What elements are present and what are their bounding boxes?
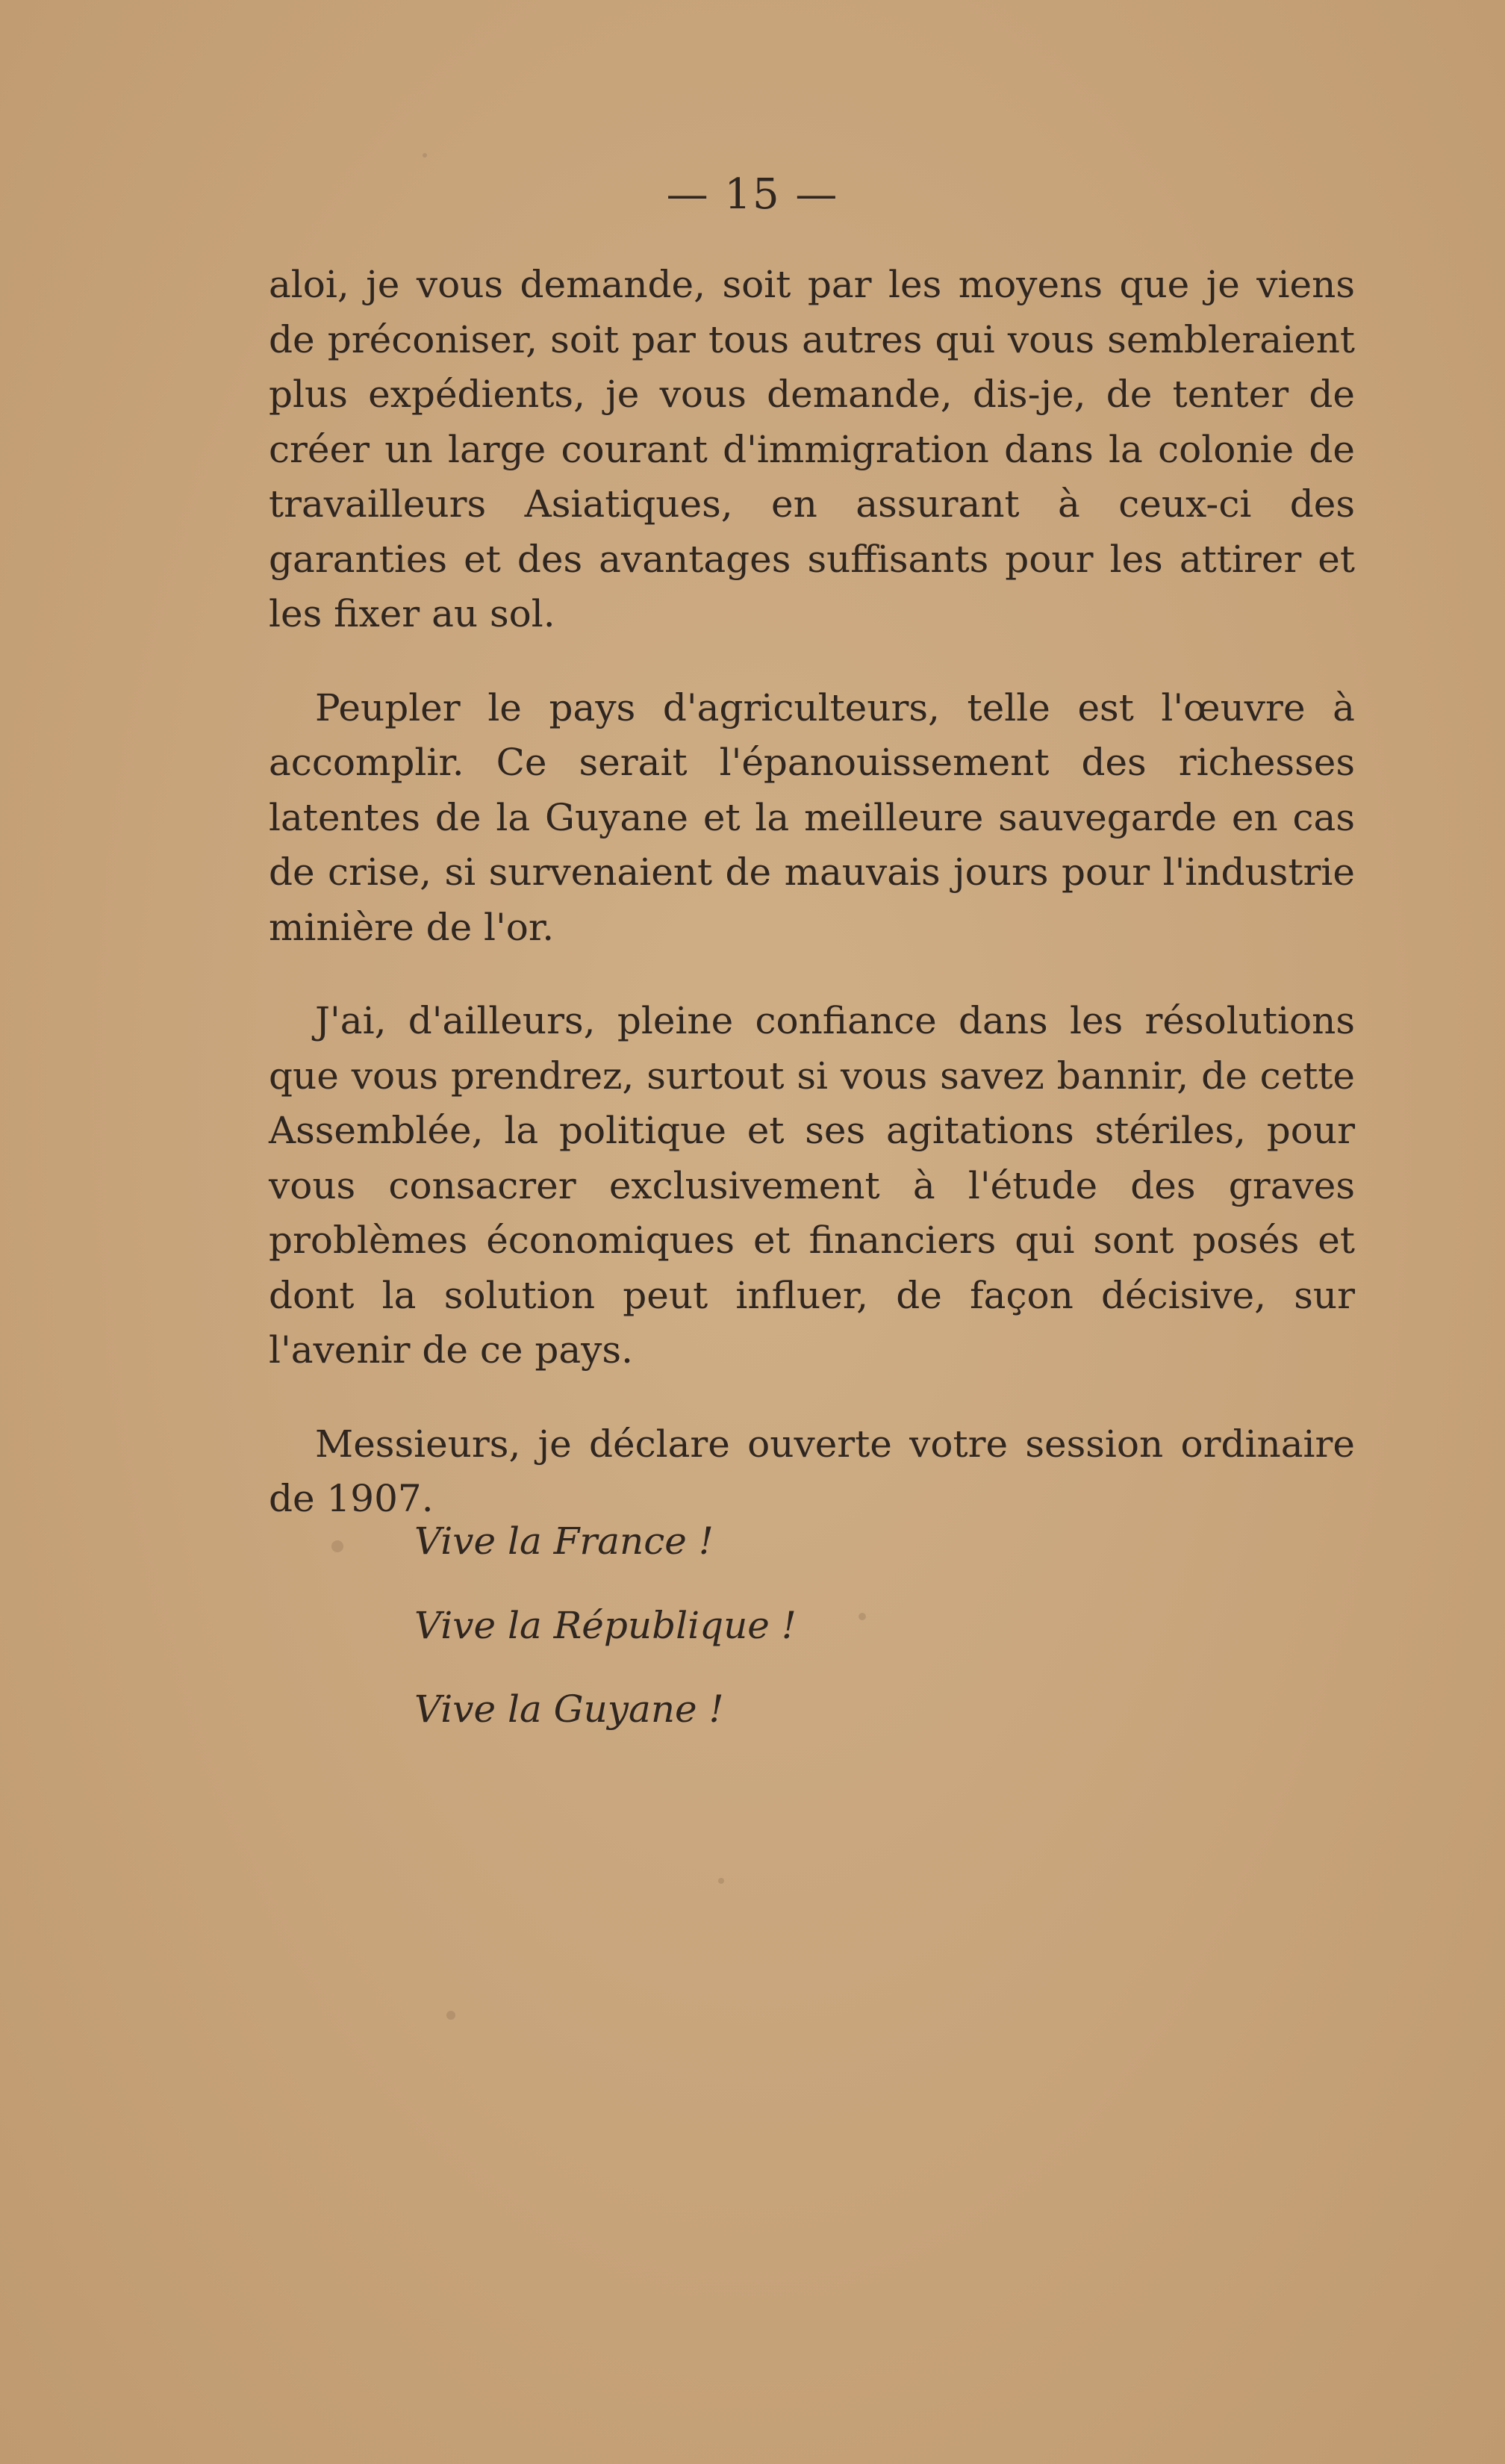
page-number: — 15 — <box>666 170 839 219</box>
closing-line-guyane: Vive la Guyane ! <box>414 1687 724 1731</box>
paper-spot <box>423 153 427 158</box>
paragraph: Peupler le pays d'agriculteurs, telle est l'œuvre à accomplir. Ce serait l'épanouissement des richesses latentes de la Guyane et la meilleure sauvegarde en cas de crise, si survenaient de mauvais jours pour l'industrie minière de l'or. <box>269 685 1355 949</box>
paragraph: Messieurs, je déclare ouverte votre session ordinaire de 1907. <box>269 1422 1355 1520</box>
paragraph: aloi, je vous demande, soit par les moyens que je viens de préconiser, soit par tous autres qui vous sembleraient plus expédients, je vous demande, dis-je, de tenter de créer un large courant d'immigration dans la colonie de travailleurs Asiatiques, en assurant à ceux-ci des garanties et des avantages suffisants pour les attirer et les fixer au sol. <box>269 263 1355 635</box>
closing-line-france: Vive la France ! <box>414 1519 714 1563</box>
closing-line-republique: Vive la République ! <box>414 1604 797 1647</box>
body-text <box>269 258 1355 1566</box>
paper-spot <box>718 1878 724 1884</box>
paper-spot <box>446 2011 455 2020</box>
paragraph: J'ai, d'ailleurs, pleine confiance dans les résolutions que vous prendrez, surtout si vous savez bannir, de cette Assemblée, la politique et ses agitations stériles, pour vous consacrer exclusivement à l'étude des graves problèmes économiques et financiers qui sont posés et dont la solution peut influer, de façon décisive, sur l'avenir de ce pays. <box>269 999 1355 1372</box>
paper-spot <box>859 1613 866 1620</box>
